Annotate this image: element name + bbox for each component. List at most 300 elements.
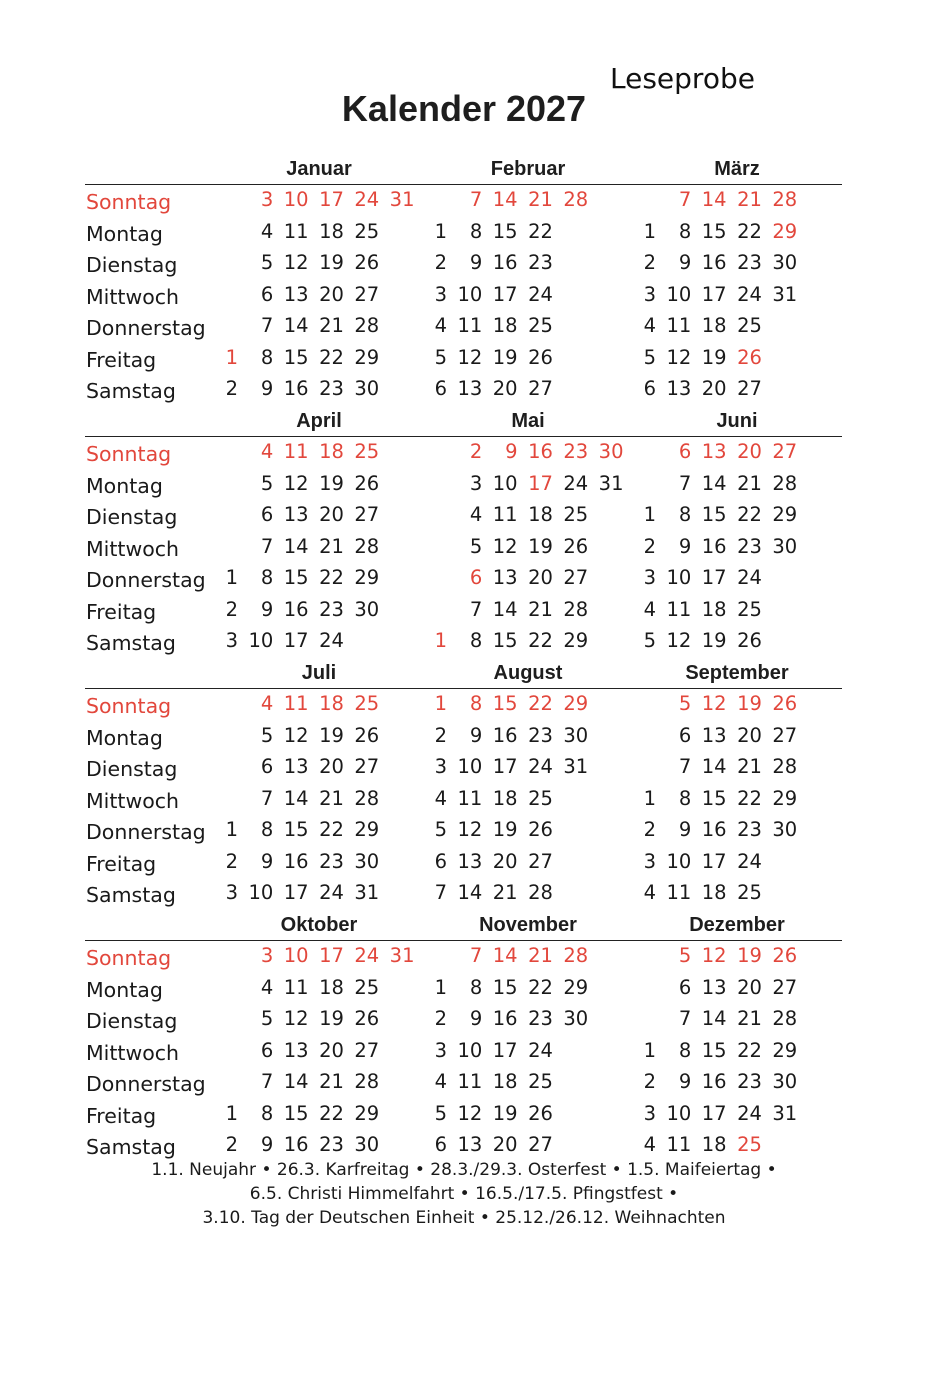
day-number: 7 xyxy=(678,1007,692,1030)
day-number: 1 xyxy=(434,629,447,652)
day-number: 16 xyxy=(701,1070,727,1093)
weekday-label: Dienstag xyxy=(86,1009,178,1033)
weekday-row xyxy=(0,535,950,567)
day-number: 23 xyxy=(737,251,762,274)
day-number: 3 xyxy=(643,566,656,589)
day-number: 13 xyxy=(283,282,309,306)
day-number: 3 xyxy=(469,471,483,495)
day-number: 2 xyxy=(225,1133,238,1156)
day-number: 25 xyxy=(528,1070,553,1093)
month-name: Februar xyxy=(490,158,566,180)
day-number: 15 xyxy=(701,1038,727,1062)
day-number: 1 xyxy=(434,692,447,715)
day-number: 10 xyxy=(457,755,483,778)
day-number: 16 xyxy=(492,251,518,274)
day-number: 20 xyxy=(737,723,762,747)
day-number: 3 xyxy=(643,282,656,306)
day-number: 10 xyxy=(248,881,274,904)
day-number: 2 xyxy=(643,818,656,841)
day-number: 23 xyxy=(319,597,344,621)
day-number: 25 xyxy=(737,881,762,904)
day-number: 1 xyxy=(643,1038,656,1062)
weekday-row xyxy=(0,346,950,378)
day-number: 10 xyxy=(666,1101,692,1125)
day-number: 12 xyxy=(283,471,309,495)
day-number: 10 xyxy=(666,282,692,306)
day-number: 24 xyxy=(354,188,380,211)
day-number: 5 xyxy=(260,251,274,274)
day-number: 13 xyxy=(666,377,692,400)
day-number: 29 xyxy=(772,1038,798,1062)
day-number: 31 xyxy=(772,1101,798,1125)
weekday-label: Donnerstag xyxy=(86,1072,206,1096)
day-number: 8 xyxy=(678,219,692,243)
weekday-label: Samstag xyxy=(86,1135,176,1159)
day-number: 9 xyxy=(678,251,692,274)
day-number: 16 xyxy=(492,723,518,747)
day-number: 28 xyxy=(563,188,589,211)
day-number: 24 xyxy=(528,282,553,306)
day-number: 3 xyxy=(643,1101,656,1125)
day-number: 27 xyxy=(772,440,798,463)
day-number: 13 xyxy=(701,975,727,999)
day-number: 27 xyxy=(354,282,380,306)
day-number: 28 xyxy=(354,1070,380,1093)
day-number: 2 xyxy=(434,1007,447,1030)
day-number: 25 xyxy=(528,314,553,337)
day-number: 16 xyxy=(528,440,553,463)
day-number: 17 xyxy=(283,881,309,904)
day-number: 30 xyxy=(354,377,380,400)
day-number: 17 xyxy=(283,629,309,652)
day-number: 31 xyxy=(598,471,624,495)
weekday-row xyxy=(0,1007,950,1039)
day-number: 12 xyxy=(666,629,692,652)
day-number: 30 xyxy=(772,534,798,558)
day-number: 12 xyxy=(666,345,692,369)
day-number: 14 xyxy=(492,188,518,211)
day-number: 1 xyxy=(225,345,238,369)
day-number: 5 xyxy=(260,471,274,495)
day-number: 16 xyxy=(283,597,309,621)
day-number: 25 xyxy=(737,597,762,621)
day-number: 18 xyxy=(701,881,727,904)
day-number: 9 xyxy=(260,597,274,621)
day-number: 22 xyxy=(528,629,553,652)
weekday-label: Freitag xyxy=(86,599,157,624)
day-number: 19 xyxy=(319,1007,344,1030)
divider-line xyxy=(85,436,842,437)
day-number: 29 xyxy=(772,503,798,526)
day-number: 2 xyxy=(643,251,656,274)
day-number: 25 xyxy=(563,503,589,526)
day-number: 17 xyxy=(492,282,518,306)
day-number: 5 xyxy=(643,345,656,369)
day-number: 11 xyxy=(666,597,692,621)
weekday-label: Montag xyxy=(86,473,163,498)
month-name: Oktober xyxy=(280,914,358,936)
day-number: 12 xyxy=(283,251,309,274)
day-number: 9 xyxy=(678,534,692,558)
day-number: 28 xyxy=(772,471,798,495)
day-number: 21 xyxy=(492,881,518,904)
day-number: 29 xyxy=(354,345,380,369)
day-number: 13 xyxy=(283,1038,309,1062)
day-number: 29 xyxy=(354,1101,380,1125)
day-number: 25 xyxy=(737,314,762,337)
weekday-label: Sonntag xyxy=(86,442,172,466)
day-number: 22 xyxy=(319,818,344,841)
day-number: 20 xyxy=(528,566,553,589)
day-number: 17 xyxy=(701,282,727,306)
day-number: 6 xyxy=(434,849,447,873)
day-number: 9 xyxy=(469,723,483,747)
day-number: 18 xyxy=(492,1070,518,1093)
day-number: 14 xyxy=(283,1070,309,1093)
day-number: 26 xyxy=(563,534,589,558)
day-number: 14 xyxy=(283,314,309,337)
day-number: 4 xyxy=(260,440,274,463)
day-number: 27 xyxy=(563,566,589,589)
day-number: 15 xyxy=(283,566,309,589)
day-number: 26 xyxy=(737,345,762,369)
day-number: 8 xyxy=(678,503,692,526)
day-number: 9 xyxy=(678,1070,692,1093)
day-number: 4 xyxy=(260,975,274,999)
day-number: 21 xyxy=(319,786,344,810)
weekday-row xyxy=(0,314,950,346)
day-number: 5 xyxy=(643,629,656,652)
day-number: 21 xyxy=(528,188,553,211)
day-number: 13 xyxy=(701,440,727,463)
day-number: 8 xyxy=(260,345,274,369)
day-number: 28 xyxy=(354,314,380,337)
month-name: Mai xyxy=(511,410,545,432)
day-number: 5 xyxy=(678,944,692,967)
day-number: 28 xyxy=(354,786,380,810)
day-number: 7 xyxy=(260,786,274,810)
day-number: 1 xyxy=(225,818,238,841)
day-number: 8 xyxy=(678,1038,692,1062)
day-number: 9 xyxy=(260,849,274,873)
weekday-label: Mittwoch xyxy=(86,536,180,561)
weekday-row xyxy=(0,692,950,724)
weekday-label: Sonntag xyxy=(86,190,172,214)
day-number: 26 xyxy=(772,944,798,967)
day-number: 10 xyxy=(248,629,274,652)
day-number: 25 xyxy=(354,692,380,715)
day-number: 24 xyxy=(319,881,344,904)
day-number: 29 xyxy=(563,975,589,999)
day-number: 8 xyxy=(469,629,483,652)
day-number: 28 xyxy=(563,944,589,967)
weekday-label: Freitag xyxy=(86,851,157,876)
day-number: 19 xyxy=(492,1101,518,1125)
weekday-row xyxy=(0,598,950,630)
divider-line xyxy=(85,940,842,941)
quarter-block xyxy=(0,410,950,662)
weekday-label: Samstag xyxy=(86,883,176,907)
day-number: 17 xyxy=(528,471,553,495)
month-name: September xyxy=(685,662,789,684)
day-number: 12 xyxy=(701,692,727,715)
weekday-label: Freitag xyxy=(86,1103,157,1128)
quarter-block xyxy=(0,914,950,1166)
day-number: 5 xyxy=(678,692,692,715)
weekday-label: Dienstag xyxy=(86,505,178,529)
day-number: 19 xyxy=(737,944,762,967)
day-number: 27 xyxy=(772,975,798,999)
day-number: 28 xyxy=(772,755,798,778)
day-number: 18 xyxy=(319,219,344,243)
day-number: 13 xyxy=(457,849,483,873)
weekday-row xyxy=(0,629,950,661)
month-name: Januar xyxy=(286,158,352,180)
day-number: 23 xyxy=(319,1133,344,1156)
day-number: 29 xyxy=(354,566,380,589)
day-number: 1 xyxy=(643,219,656,243)
day-number: 10 xyxy=(666,566,692,589)
day-number: 6 xyxy=(678,723,692,747)
day-number: 17 xyxy=(701,849,727,873)
day-number: 23 xyxy=(737,534,762,558)
weekday-row xyxy=(0,850,950,882)
day-number: 2 xyxy=(643,534,656,558)
weekday-label: Samstag xyxy=(86,379,176,403)
day-number: 7 xyxy=(469,597,483,621)
day-number: 24 xyxy=(319,629,344,652)
day-number: 3 xyxy=(643,849,656,873)
day-number: 17 xyxy=(319,188,344,211)
day-number: 26 xyxy=(354,251,380,274)
month-name: November xyxy=(479,914,577,936)
day-number: 14 xyxy=(457,881,483,904)
day-number: 4 xyxy=(469,503,483,526)
day-number: 9 xyxy=(260,1133,274,1156)
weekday-label: Mittwoch xyxy=(86,788,180,813)
day-number: 3 xyxy=(260,944,274,967)
day-number: 2 xyxy=(434,251,447,274)
day-number: 12 xyxy=(492,534,518,558)
day-number: 30 xyxy=(563,1007,589,1030)
month-name: August xyxy=(493,662,563,684)
day-number: 12 xyxy=(457,818,483,841)
day-number: 29 xyxy=(563,629,589,652)
day-number: 19 xyxy=(319,251,344,274)
day-number: 30 xyxy=(772,1070,798,1093)
day-number: 2 xyxy=(225,377,238,400)
day-number: 28 xyxy=(354,534,380,558)
day-number: 4 xyxy=(434,314,447,337)
day-number: 14 xyxy=(701,1007,727,1030)
weekday-label: Freitag xyxy=(86,347,157,372)
day-number: 6 xyxy=(260,755,274,778)
weekday-label: Sonntag xyxy=(86,946,172,970)
weekday-row xyxy=(0,755,950,787)
day-number: 9 xyxy=(469,251,483,274)
day-number: 10 xyxy=(283,944,309,967)
day-number: 1 xyxy=(434,219,447,243)
day-number: 11 xyxy=(283,692,309,715)
day-number: 26 xyxy=(528,345,553,369)
day-number: 17 xyxy=(492,755,518,778)
day-number: 19 xyxy=(701,345,727,369)
day-number: 24 xyxy=(528,1038,553,1062)
day-number: 20 xyxy=(319,503,344,526)
day-number: 11 xyxy=(283,440,309,463)
day-number: 1 xyxy=(643,786,656,810)
day-number: 25 xyxy=(737,1133,762,1156)
day-number: 31 xyxy=(389,188,415,211)
day-number: 15 xyxy=(701,503,727,526)
day-number: 23 xyxy=(563,440,589,463)
weekday-row xyxy=(0,283,950,315)
day-number: 24 xyxy=(737,1101,762,1125)
day-number: 30 xyxy=(772,818,798,841)
holiday-line: 3.10. Tag der Deutschen Einheit • 25.12./26.12. Weihnachten xyxy=(202,1208,726,1228)
day-number: 6 xyxy=(434,377,447,400)
day-number: 21 xyxy=(528,597,553,621)
day-number: 21 xyxy=(737,471,762,495)
day-number: 6 xyxy=(678,440,692,463)
weekday-row xyxy=(0,440,950,472)
day-number: 18 xyxy=(701,597,727,621)
day-number: 21 xyxy=(319,534,344,558)
day-number: 21 xyxy=(528,944,553,967)
day-number: 2 xyxy=(643,1070,656,1093)
day-number: 4 xyxy=(434,1070,447,1093)
day-number: 25 xyxy=(528,786,553,810)
weekday-row xyxy=(0,944,950,976)
weekday-label: Donnerstag xyxy=(86,568,206,592)
day-number: 26 xyxy=(354,471,380,495)
day-number: 20 xyxy=(319,282,344,306)
day-number: 30 xyxy=(772,251,798,274)
day-number: 4 xyxy=(434,786,447,810)
day-number: 16 xyxy=(283,1133,309,1156)
watermark-leseprobe: Leseprobe xyxy=(610,62,755,95)
day-number: 7 xyxy=(260,534,274,558)
weekday-label: Montag xyxy=(86,977,163,1002)
day-number: 22 xyxy=(737,786,762,810)
day-number: 26 xyxy=(528,1101,553,1125)
month-name: Juni xyxy=(716,410,758,432)
day-number: 6 xyxy=(643,377,656,400)
day-number: 1 xyxy=(225,1101,238,1125)
day-number: 8 xyxy=(469,692,483,715)
day-number: 19 xyxy=(528,534,553,558)
day-number: 18 xyxy=(701,1133,727,1156)
day-number: 18 xyxy=(319,692,344,715)
day-number: 4 xyxy=(260,219,274,243)
day-number: 15 xyxy=(701,786,727,810)
day-number: 21 xyxy=(319,314,344,337)
day-number: 16 xyxy=(283,377,309,400)
day-number: 14 xyxy=(701,471,727,495)
weekday-label: Dienstag xyxy=(86,757,178,781)
day-number: 6 xyxy=(260,503,274,526)
day-number: 4 xyxy=(643,881,656,904)
day-number: 10 xyxy=(666,849,692,873)
day-number: 3 xyxy=(434,1038,447,1062)
divider-line xyxy=(85,688,842,689)
weekday-label: Sonntag xyxy=(86,694,172,718)
day-number: 23 xyxy=(737,1070,762,1093)
weekday-row xyxy=(0,724,950,756)
day-number: 22 xyxy=(319,1101,344,1125)
day-number: 15 xyxy=(492,975,518,999)
day-number: 6 xyxy=(260,1038,274,1062)
day-number: 4 xyxy=(260,692,274,715)
day-number: 20 xyxy=(492,377,518,400)
day-number: 30 xyxy=(354,1133,380,1156)
day-number: 19 xyxy=(701,629,727,652)
day-number: 29 xyxy=(772,786,798,810)
day-number: 24 xyxy=(737,566,762,589)
day-number: 28 xyxy=(772,188,798,211)
day-number: 7 xyxy=(260,1070,274,1093)
day-number: 24 xyxy=(528,755,553,778)
day-number: 8 xyxy=(469,219,483,243)
day-number: 17 xyxy=(701,566,727,589)
day-number: 7 xyxy=(678,755,692,778)
day-number: 4 xyxy=(643,314,656,337)
day-number: 11 xyxy=(283,975,309,999)
day-number: 5 xyxy=(469,534,483,558)
day-number: 31 xyxy=(354,881,380,904)
day-number: 11 xyxy=(666,881,692,904)
day-number: 26 xyxy=(528,818,553,841)
day-number: 13 xyxy=(283,755,309,778)
day-number: 25 xyxy=(354,975,380,999)
day-number: 6 xyxy=(469,566,483,589)
day-number: 9 xyxy=(505,440,518,463)
divider-line xyxy=(85,184,842,185)
day-number: 10 xyxy=(492,471,518,495)
day-number: 19 xyxy=(319,471,344,495)
weekday-label: Donnerstag xyxy=(86,820,206,844)
weekday-label: Dienstag xyxy=(86,253,178,277)
quarter-block xyxy=(0,158,950,410)
month-name: April xyxy=(296,410,342,432)
weekday-row xyxy=(0,881,950,913)
day-number: 22 xyxy=(319,345,344,369)
day-number: 11 xyxy=(283,219,309,243)
day-number: 2 xyxy=(225,597,238,621)
day-number: 31 xyxy=(563,755,589,778)
day-number: 27 xyxy=(354,503,380,526)
day-number: 7 xyxy=(678,188,692,211)
day-number: 23 xyxy=(528,723,553,747)
weekday-row xyxy=(0,220,950,252)
day-number: 24 xyxy=(737,282,762,306)
day-number: 12 xyxy=(283,723,309,747)
weekday-row xyxy=(0,503,950,535)
day-number: 18 xyxy=(492,314,518,337)
day-number: 5 xyxy=(434,818,447,841)
weekday-label: Montag xyxy=(86,725,163,750)
day-number: 1 xyxy=(225,566,238,589)
day-number: 24 xyxy=(737,849,762,873)
day-number: 28 xyxy=(772,1007,798,1030)
day-number: 22 xyxy=(528,975,553,999)
day-number: 18 xyxy=(492,786,518,810)
day-number: 13 xyxy=(457,377,483,400)
weekday-label: Samstag xyxy=(86,631,176,655)
day-number: 12 xyxy=(457,1101,483,1125)
day-number: 11 xyxy=(457,314,483,337)
day-number: 7 xyxy=(260,314,274,337)
